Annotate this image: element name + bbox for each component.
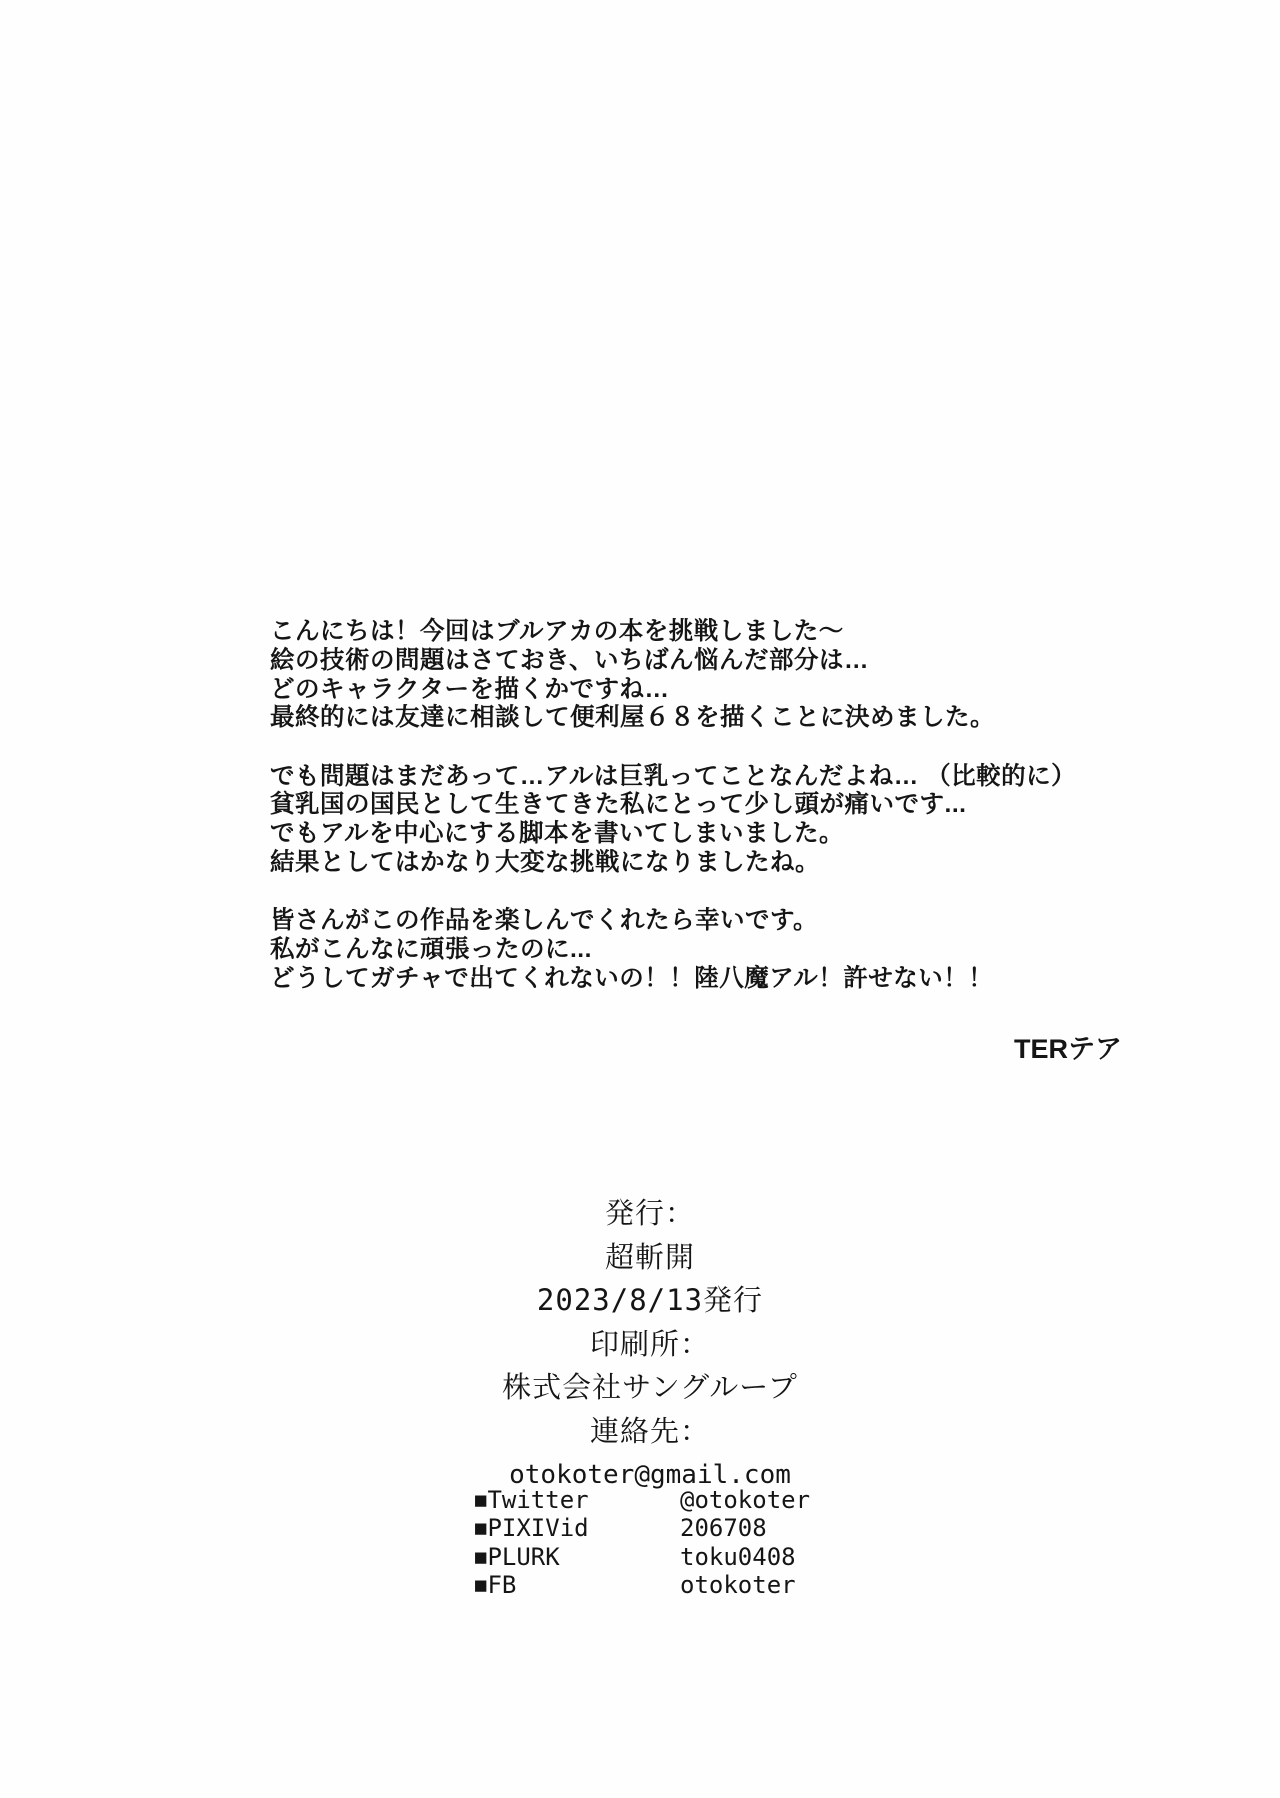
afterword-line: 私がこんなに頑張ったのに... xyxy=(270,936,592,964)
social-accounts-list xyxy=(475,1486,810,1600)
colophon-circle-name: 超斬開 xyxy=(604,1239,695,1274)
author-signature: TERテア xyxy=(1014,1034,1122,1064)
colophon-publish-date: 2023/8/13発行 xyxy=(536,1283,764,1318)
social-value: otokoter xyxy=(680,1571,796,1600)
square-bullet-icon: ■ xyxy=(475,1489,487,1511)
social-label: PIXIVid xyxy=(487,1514,589,1543)
social-label: FB xyxy=(487,1571,517,1600)
social-label: PLURK xyxy=(487,1542,560,1571)
social-row-plurk xyxy=(475,1543,810,1571)
colophon-contact-heading: 連絡先： xyxy=(589,1413,710,1448)
afterword-line: こんにちは！今回はブルアカの本を挑戦しました〜 xyxy=(270,618,844,645)
afterword-line: でもアルを中心にする脚本を書いてしまいました。 xyxy=(270,820,845,848)
afterword-line: でも問題はまだあって…アルは巨乳ってことなんだよね… （比較的に） xyxy=(270,762,1077,790)
social-row-fb xyxy=(475,1571,810,1599)
social-label: Twitter xyxy=(487,1486,589,1514)
afterword-line: 皆さんがこの作品を楽しんでくれたら幸いです。 xyxy=(270,907,819,935)
paragraph-gap xyxy=(270,878,1076,908)
afterword-text-block xyxy=(270,618,1076,994)
colophon-printer-heading: 印刷所： xyxy=(589,1326,710,1361)
colophon-block xyxy=(20,1192,1280,1497)
square-bullet-icon: ■ xyxy=(475,1545,487,1568)
afterword-line: どうしてガチャで出てくれないの！！陸八魔アル！許せない！！ xyxy=(270,964,994,992)
afterword-line: 貧乳国の国民として生きてきた私にとって少し頭が痛いです... xyxy=(270,791,967,819)
square-bullet-icon: ■ xyxy=(475,1517,487,1540)
afterword-line: 最終的には友達に相談して便利屋６８を描くことに決めました。 xyxy=(270,704,995,732)
social-value: toku0408 xyxy=(680,1542,796,1571)
social-value: 206708 xyxy=(680,1514,767,1543)
colophon-publisher-heading: 発行： xyxy=(604,1196,695,1230)
afterword-line: どのキャラクターを描くかですね… xyxy=(270,675,670,703)
afterword-line: 結果としてはかなり大変な挑戦になりましたね。 xyxy=(270,849,820,877)
social-row-pixiv xyxy=(475,1514,810,1542)
afterword-line: 絵の技術の問題はさておき、いちばん悩んだ部分は… xyxy=(270,646,870,674)
social-row-twitter xyxy=(475,1486,810,1514)
paragraph-gap xyxy=(270,733,1076,763)
square-bullet-icon: ■ xyxy=(475,1574,487,1597)
colophon-contact-email: otokoter@gmail.com xyxy=(509,1459,791,1490)
social-value: @otokoter xyxy=(680,1486,811,1514)
colophon-printer-name: 株式会社サングループ xyxy=(502,1370,798,1405)
